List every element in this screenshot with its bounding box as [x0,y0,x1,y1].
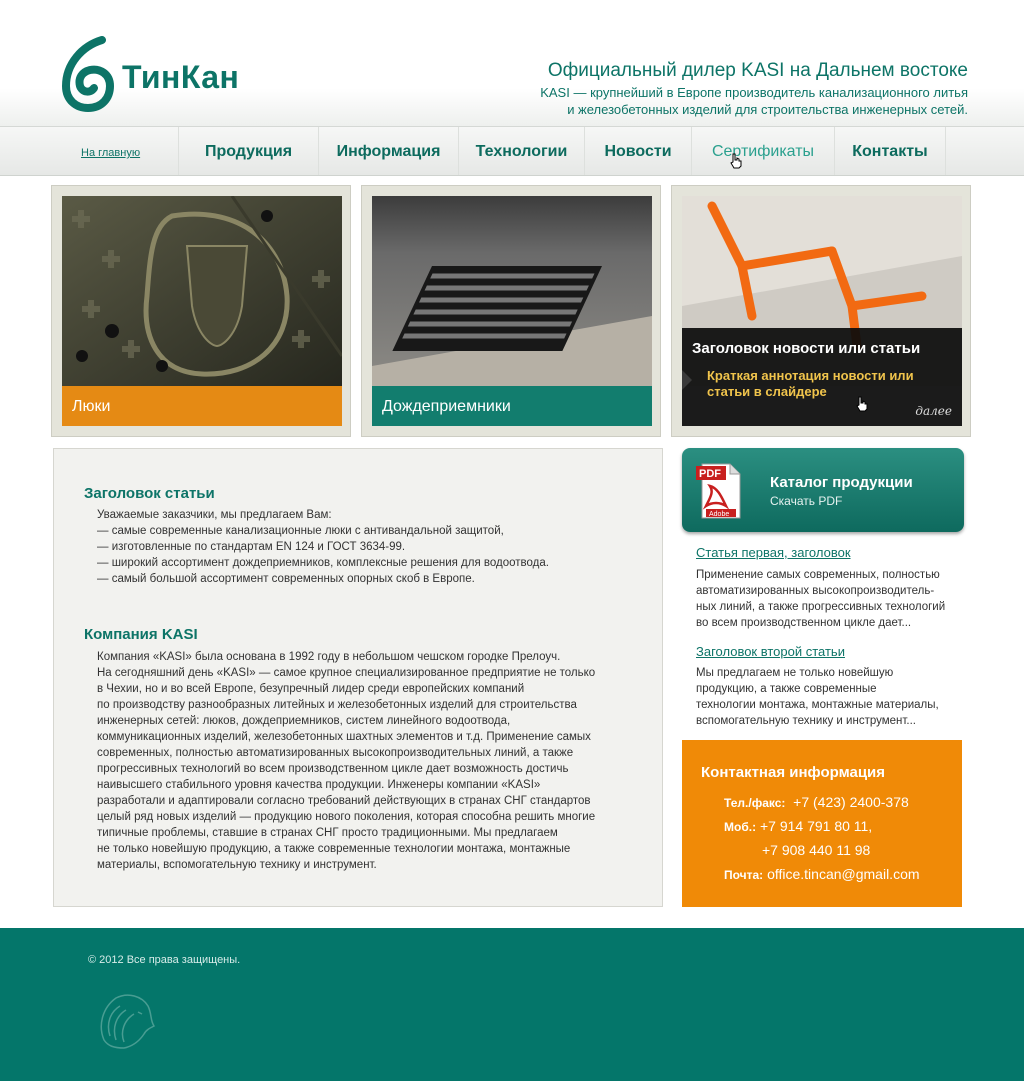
tagline-line-1: KASI — крупнейший в Европе производитель канализационного литья [540,85,968,100]
mobile-label: Моб.: [724,820,757,834]
header [0,0,1024,126]
article-intro-block [97,507,637,587]
slide-hatches[interactable] [51,185,351,437]
contact-mail-row [724,866,920,882]
nav-item-products[interactable]: Продукция [178,127,318,175]
tagline-title: Официальный дилер KASI на Дальнем востоке [547,60,968,81]
article-bullet: — самые современные канализационные люки с антивандальной защитой, [97,525,504,537]
hand-cursor-icon [856,396,868,412]
side-article-line: автоматизированных высокопроизводитель- [696,585,935,597]
side-article-line: технологии монтажа, монтажные материалы, [696,699,939,711]
mail-value[interactable]: office.tincan@gmail.com [767,866,920,882]
news-overlay[interactable] [682,328,962,426]
article-company-text [97,649,637,873]
main-article [53,448,663,907]
news-title[interactable]: Заголовок новости или статьи [692,340,921,357]
side-article-line: Мы предлагаем не только новейшую [696,667,894,679]
article-line: целый ряд новых изделий — продукцию нового поколения, которая способна решить многие [97,811,596,823]
mobile-value-2[interactable]: +7 908 440 11 98 [762,842,871,858]
catalog-title[interactable]: Каталог продукции [770,474,913,491]
article-line: инженерных сетей: люков, дождеприемников, систем линейного водоотвода, [97,715,511,727]
slide-news[interactable] [671,185,971,437]
side-article-line: продукцию, а также современные [696,683,877,695]
contacts-box [682,740,962,907]
mobile-value-1[interactable]: +7 914 791 80 11, [759,818,873,834]
slide-drains[interactable] [361,185,661,437]
nav-item-contacts[interactable]: Контакты [834,127,946,175]
nav-item-certificates[interactable]: Сертификаты [691,127,834,175]
tagline-line-2: и железобетонных изделий для строительства инженерных сетей. [567,102,968,117]
pdf-label: PDF [699,468,721,480]
slide-caption-drains[interactable]: Дождеприемники [372,386,652,426]
article-line: материалы, вспомогательную технику и инструмент. [97,859,377,871]
article-line: в Чехии, но и во всей Европе, безупречный лидер среди европейских компаний [97,683,525,695]
pdf-file-icon [696,462,742,520]
article-intro: Уважаемые заказчики, мы предлагаем Вам: [97,509,332,521]
logo-text: ТинКан [122,58,240,95]
logo[interactable] [60,36,239,112]
article-line: современных, полностью автоматизированных высокопроизводительных линий, а также [97,747,574,759]
drain-image [372,196,652,386]
footer [0,928,1024,1081]
nav-item-information[interactable]: Информация [318,127,458,175]
article-line: не только новейшую продукцию, а также современные технологии монтажа, монтажные [97,843,571,855]
article-title-2: Компания KASI [84,626,198,643]
copyright: © 2012 Все права защищены. [88,954,241,966]
phone-value[interactable]: +7 (423) 2400-378 [793,794,909,810]
slide-caption-hatches[interactable]: Люки [62,386,342,426]
phone-label: Тел./факс: [724,796,786,810]
tagline [540,60,968,118]
article-bullet: — изготовленные по стандартам EN 124 и ГОСТ 3634-99. [97,541,406,553]
mail-label: Почта: [724,868,764,882]
contacts-title: Контактная информация [701,764,886,781]
news-annotation: Краткая аннотация новости или статьи в слайдере [707,368,914,399]
logo-swirl-icon [60,36,116,112]
article-line: по производству разнообразных литейных и железобетонных изделий для строительства [97,699,577,711]
article-line: наивысшего стабильного уровня качества продукции. Инженеры компании «KASI» [97,779,541,791]
adobe-label: Adobe [709,511,730,518]
article-line: разработали и адаптировали согласно требований действующих в странах СНГ стандартов [97,795,591,807]
article-bullet: — самый большой ассортимент современных опорных скоб в Европе. [97,573,475,585]
side-article-line: ных линий, а также прогрессивных технологий [696,601,946,613]
side-article-line: Применение самых современных, полностью [696,569,940,581]
article-bullet: — широкий ассортимент дождеприемников, комплексные решения для водоотвода. [97,557,549,569]
news-arrow-icon [682,370,692,390]
side-article-2-text [696,665,966,729]
hand-cursor-icon [730,153,742,169]
article-line: Компания «KASI» была основана в 1992 году в небольшом чешском городке Прелоуч. [97,651,561,663]
catalog-download-button[interactable] [682,448,964,532]
article-line: прогрессивных технологий во всем производственном цикле дает возможность достичь [97,763,569,775]
contact-mobile-row [724,818,872,834]
side-article-line: во всем производственном цикле дает... [696,617,912,629]
side-article-1-link[interactable]: Статья первая, заголовок [696,545,851,560]
side-article-2-link[interactable]: Заголовок второй статьи [696,644,845,659]
nav-item-news[interactable]: Новости [584,127,691,175]
hatch-image [62,196,342,386]
catalog-subtitle[interactable]: Скачать PDF [770,494,843,508]
lion-head-icon [94,990,158,1052]
contact-phone-row [724,794,909,810]
article-line: коммуникационных изделий, железобетонных шахтных элементов и т.д. Применение самых [97,731,591,743]
article-line: На сегодняшний день «KASI» — самое крупное специализированное предприятие не только [97,667,596,679]
side-article-line: вспомогательную технику и инструмент... [696,715,916,727]
main-nav [0,126,1024,176]
side-article-1-text [696,567,966,631]
article-title-1: Заголовок статьи [84,485,215,502]
nav-item-technologies[interactable]: Технологии [458,127,584,175]
nav-home-link[interactable]: На главную [81,147,141,159]
news-more-link[interactable]: далее [915,404,952,418]
article-line: типичные проблемы, ставшие в странах СНГ просто традиционными. Мы предлагаем [97,827,558,839]
